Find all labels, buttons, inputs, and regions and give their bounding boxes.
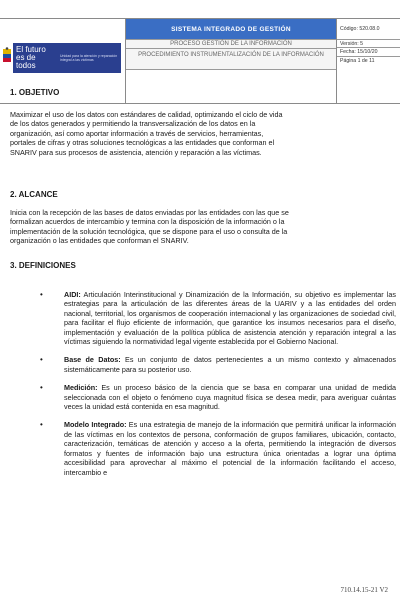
header-meta	[336, 19, 400, 103]
doc-page: Página 1 de 11	[337, 56, 400, 65]
section-objetivo-text: Maximizar el uso de los datos con estándares de calidad, optimizando el ciclo de vida de los datos generados y permitiendo la transversalización de los datos en la organización, así como aportar información a través de servicios, herramientas, portales de cifras y otras soluciones tecnológicas a las entidades que conforman el SNARIV para sus procesos de asistencia, atención y reparación a las víctimas.	[10, 110, 283, 157]
procedure-name: PROCEDIMIENTO INSTRUMENTALIZACIÓN DE LA INFORMACIÓN	[126, 48, 336, 70]
definition-item	[40, 383, 396, 411]
header-titles	[126, 19, 336, 103]
section-objetivo-title: 1. OBJETIVO	[10, 88, 60, 97]
doc-code: Código: 520.08.0	[340, 26, 380, 32]
section-alcance-text: Inicia con la recepción de las bases de datos enviadas por las entidades con las que se formalizan acuerdos de intercambio y termina con la disposición de la información o la implementación de la solución tecnológica, que se dispone para el uso o consulta de la organización o las entidades que conforman el SNARIV.	[10, 208, 289, 246]
logo-entity: Unidad para la atención y reparación integral a las víctimas	[60, 54, 118, 62]
definition-item	[40, 420, 396, 476]
definition-item	[40, 355, 396, 374]
doc-date: Fecha: 15/10/20	[337, 47, 400, 56]
unidad-victimas-logo	[13, 43, 121, 73]
definitions-list	[40, 290, 396, 486]
definition-term: Modelo Integrado:	[64, 420, 127, 430]
definition-text: Es una estrategia de manejo de la información que permitirá unificar la información de las víctimas en los contextos de persona, conformación de grupos familiares, ubicación, contacto, caracterización, temáticas de atención y acceso a la oferta, permitiendo la integración de diversos formatos y fuentes de información bajo una estructura única orientadas a lograr una óptima accesibilidad para aprovechar al máximo el potencial de la información facilitando el acceso, intercambio e	[64, 420, 396, 477]
definition-item	[40, 290, 396, 346]
document-header	[0, 18, 400, 104]
doc-version: Versión: 5	[337, 39, 400, 47]
section-definiciones-title: 3. DEFINICIONES	[10, 261, 76, 270]
definition-term: Base de Datos:	[64, 355, 121, 365]
definition-term: Medición:	[64, 383, 98, 393]
section-alcance-title: 2. ALCANCE	[10, 190, 58, 199]
colombia-crest-icon	[2, 47, 12, 65]
definition-text: Es un proceso básico de la ciencia que se basa en comparar una unidad de medida seleccionada con el objeto o fenómeno cuya magnitud física se desea medir, para averiguar cuántas veces la unidad está contenida en esa magnitud.	[64, 383, 396, 412]
definition-text: Es un conjunto de datos pertenecientes a un mismo contexto y almacenados sistemáticamente para su posterior uso.	[64, 355, 396, 374]
process-name: PROCESO GESTIÓN DE LA INFORMACIÓN	[126, 39, 336, 48]
logo-slogan: El futuro es de todos	[16, 45, 46, 70]
footer-code: 710.14.15-21 V2	[340, 586, 388, 594]
definition-term: AIDI:	[64, 290, 81, 299]
definition-text: Articulación Interinstitucional y Dinamización de la Información, su objetivo es implementar las estrategias para la articulación de las diferentes áreas de la UARIV y a las entidades del orden nacional, territorial, los organismos de cooperación internacional y las organizaciones de sociedad civil, para facilitar el flujo eficiente de información, que garantice los insumos necesarios para el diseño, implementación y evaluación de la política pública de asistencia atención y reparación integral a las víctimas siguiendo la normatividad legal vigente establecida por el Gobierno Nacional.	[64, 290, 396, 347]
system-title: SISTEMA INTEGRADO DE GESTIÓN	[126, 19, 336, 39]
